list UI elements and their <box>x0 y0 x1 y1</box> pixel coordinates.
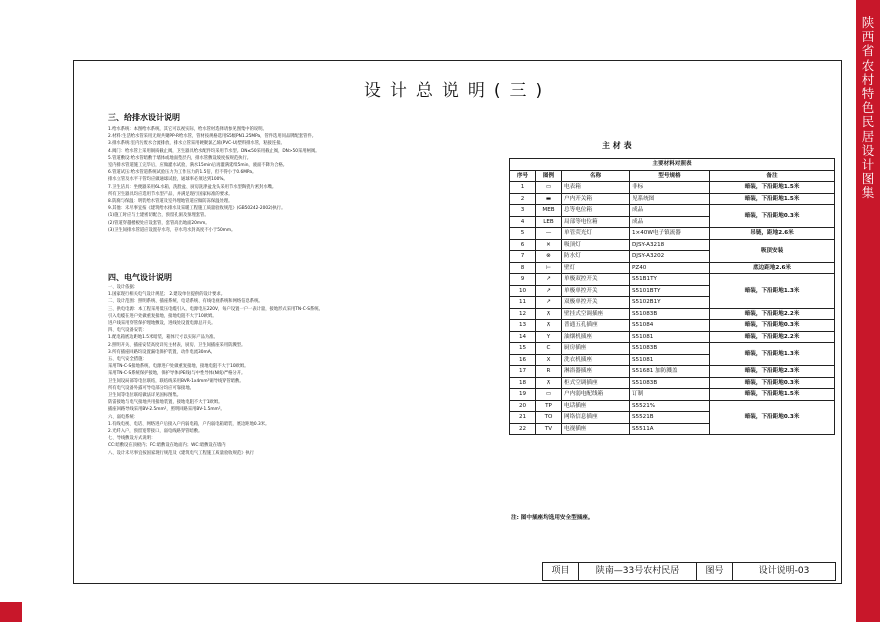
table-row <box>510 308 835 320</box>
table-cell: 暗装，下沿距地2.2米 <box>710 331 835 343</box>
legend-symbol: ⊼ <box>536 308 562 320</box>
table-cell: 4 <box>510 216 536 228</box>
text-line: 1.给水系统：本图给水系统，其它可以视实际，给水管材选择请参见图集中的说明。 <box>108 127 267 132</box>
table-cell: 淋浴器插座 <box>562 366 630 378</box>
table-cell: 暗装，下沿距地0.3米 <box>710 205 835 228</box>
table-cell: 9 <box>510 274 536 286</box>
legend-symbol: ⊗ <box>536 251 562 263</box>
table-cell: 7 <box>510 251 536 263</box>
table-cell: 8 <box>510 262 536 274</box>
table-cell: 电视插座 <box>562 423 630 435</box>
table-cell: 柜式空调插座 <box>562 377 630 389</box>
table-row <box>510 239 835 251</box>
text-line: 采用TN-C-S系统保护接地，保护导体(PE线)与中性导体(N线)严格分开。 <box>108 371 246 377</box>
table-cell: 吊链，距地2.6米 <box>710 228 835 240</box>
table-cell: S51081 <box>630 354 710 366</box>
table-cell: 底边距地2.6米 <box>710 262 835 274</box>
text-line: 四、电气设备安装： <box>108 328 147 334</box>
table-row <box>510 331 835 343</box>
table-cell: 2 <box>510 193 536 205</box>
table-cell: S51083B <box>630 308 710 320</box>
table-row <box>510 274 835 286</box>
table-cell: 洗衣机插座 <box>562 354 630 366</box>
legend-symbol: Y <box>536 331 562 343</box>
table-cell: 局部等电位箱 <box>562 216 630 228</box>
legend-symbol: TO <box>536 412 562 424</box>
legend-symbol: TP <box>536 400 562 412</box>
table-cell: 吸顶灯 <box>562 239 630 251</box>
table-cell: 暗装，下沿距地1.3米 <box>710 343 835 366</box>
text-line: 防雷接地与电气接地共用接地装置，接地电阻不大于1欧姆。 <box>108 400 223 406</box>
column-header: 图例 <box>536 170 562 182</box>
text-line: 5.管道敷设:给水管暗敷于墙体或地面垫层内，排水管敷设坡度按规范执行。 <box>108 155 252 161</box>
legend-symbol: ⊼ <box>536 377 562 389</box>
legend-symbol: C <box>536 343 562 355</box>
legend-symbol: ✕ <box>536 239 562 251</box>
drawing-number: 设计说明-03 <box>758 566 810 576</box>
materials-header-row <box>510 170 835 182</box>
text-line: (2)管道穿越楼板处应设套管，套管高出地面20mm。 <box>108 220 210 226</box>
text-line: 进户线采用穿管保护埋地敷设，进线处设置电源总开关。 <box>108 321 216 327</box>
table-row <box>510 377 835 389</box>
legend-symbol: LEB <box>536 216 562 228</box>
table-cell: 13 <box>510 320 536 332</box>
table-cell: 12 <box>510 308 536 320</box>
table-cell: 暗装，下沿距地1.3米 <box>710 274 835 309</box>
table-cell: S5521B <box>630 412 710 424</box>
table-cell: 非标 <box>630 182 710 194</box>
column-header: 型号规格 <box>630 170 710 182</box>
table-cell: 订制 <box>630 389 710 401</box>
section4-title: 四、电气设计说明 <box>108 273 172 282</box>
table-cell: 暗装，下沿距地0.3米 <box>710 377 835 389</box>
project-name: 陕南—33号农村民居 <box>579 563 697 580</box>
table-cell: 暗装，下沿距地1.5米 <box>710 182 835 194</box>
text-line: 6.管道试压:给水管道系统试验压力为工作压力的1.5倍，但不得小于0.6MPa。 <box>108 170 257 176</box>
legend-symbol: ↗ <box>536 274 562 286</box>
table-cell: 20 <box>510 400 536 412</box>
text-line: 三、供电电源：本工程采用低压电缆引入，电源电压220V，每户设置一户一表计量，接地形式采用TN-C-S系统。 <box>108 306 323 312</box>
table-row <box>510 205 835 217</box>
table-cell: S5521% <box>630 400 710 412</box>
text-line: 所有电气设备外露可导电部分均应可靠接地。 <box>108 385 194 391</box>
project-label: 项目 <box>543 563 579 580</box>
text-line: 室内排水管道施工完毕后，应做灌水试验，满水15min后再灌满延续5min，液面不降为合格。 <box>108 163 288 169</box>
text-line: 采用TN-C-S接地系统，电源进户处做重复接地，接地电阻不大于10欧姆。 <box>108 364 249 370</box>
table-cell: 吸顶安装 <box>710 239 835 262</box>
table-cell: 总等电位箱 <box>562 205 630 217</box>
text-line: 引入电缆在进户处做重复接地，接地电阻不大于10欧姆。 <box>108 313 217 319</box>
table-cell: 双极单控开关 <box>562 297 630 309</box>
materials-note: 注: 图中插座均选用安全型插座。 <box>511 515 594 521</box>
section3-title: 三、给排水设计说明 <box>108 113 180 122</box>
section4-body <box>108 284 498 457</box>
table-cell: 22 <box>510 423 536 435</box>
table-cell: S51681 加防溅盖 <box>630 366 710 378</box>
table-cell: 见系统图 <box>630 193 710 205</box>
legend-symbol: ⊢ <box>536 262 562 274</box>
legend-symbol: X <box>536 354 562 366</box>
table-cell: 暗装，下沿距地0.3米 <box>710 320 835 332</box>
text-line: 3.所有插座回路均设置漏电保护装置，动作电流30mA。 <box>108 349 215 355</box>
text-line: 一、设计依据： <box>108 285 139 290</box>
text-line: 插座回路导线采用BV-2.5mm²，照明回路采用BV-1.5mm²。 <box>108 407 225 413</box>
text-line: 2.光纤入户，预留宽带接口，弱电线路穿管暗敷。 <box>108 429 203 435</box>
table-cell: S51081 <box>630 331 710 343</box>
table-cell: 电表箱 <box>562 182 630 194</box>
table-cell: 19 <box>510 389 536 401</box>
table-cell: 防水灯 <box>562 251 630 263</box>
table-row <box>510 343 835 355</box>
table-cell: 暗装，下沿距地1.5米 <box>710 193 835 205</box>
text-line: 9.其他：未尽事宜按《建筑给水排水及采暖工程施工质量验收规范》(GB50242-2002)执行。 <box>108 206 286 212</box>
table-cell: 17 <box>510 366 536 378</box>
legend-symbol: ↗ <box>536 297 562 309</box>
table-row <box>510 389 835 401</box>
table-cell: 16 <box>510 354 536 366</box>
table-row <box>510 182 835 194</box>
table-cell: 暗装，下沿距地0.3米 <box>710 400 835 435</box>
column-header: 序号 <box>510 170 536 182</box>
table-cell: S5101BTY <box>630 285 710 297</box>
table-cell: 暗装，下沿距地1.5米 <box>710 389 835 401</box>
section3-body <box>108 126 498 234</box>
corner-marker <box>0 602 22 622</box>
title-block <box>542 562 836 581</box>
text-line: 1.有线电视、电话、网络进户后接入户内弱电箱，户内弱电箱暗装，底边距地0.3米。 <box>108 421 270 427</box>
table-cell: PZ40 <box>630 262 710 274</box>
table-cell: 油烟机插座 <box>562 331 630 343</box>
text-line: 3.排水系统:室内污废水合流排放，排水立管采用硬聚氯乙烯(PVC-U)塑料排水管，粘接连接。 <box>108 141 285 147</box>
table-cell: DJSY-A3218 <box>630 239 710 251</box>
table-cell: 户内开关箱 <box>562 193 630 205</box>
table-cell: 14 <box>510 331 536 343</box>
text-line: 七、导线敷设方式说明： <box>108 436 156 442</box>
table-cell: S51083B <box>630 377 710 389</box>
table-cell: 户内弱电配线箱 <box>562 389 630 401</box>
table-cell: 厨房插座 <box>562 343 630 355</box>
table-cell: 电话插座 <box>562 400 630 412</box>
text-line: (1)施工时应与土建密切配合，预留孔洞及预埋套管。 <box>108 213 209 219</box>
text-line: 2.照明开关、插座安装高度详见主材表，厨房、卫生间插座采用防溅型。 <box>108 342 246 348</box>
sidebar-title: 陕西省农村特色民居设计图集 <box>861 15 875 201</box>
table-cell: 5 <box>510 228 536 240</box>
legend-symbol: MEB <box>536 205 562 217</box>
legend-symbol: ▭ <box>536 182 562 194</box>
table-cell: S51B1TY <box>630 274 710 286</box>
table-row <box>510 400 835 412</box>
table-cell: 15 <box>510 343 536 355</box>
text-line: 卫生间设局部等电位联结，联结线采用BVR-1x4mm²铜导线穿管暗敷。 <box>108 378 244 384</box>
table-cell: 单极双控开关 <box>562 274 630 286</box>
table-cell: 1×40W电子镇流器 <box>630 228 710 240</box>
table-cell: 3 <box>510 205 536 217</box>
text-line: CC:暗敷设在顶板内；FC:暗敷设在地面内；WC:暗敷设在墙内 <box>108 443 226 449</box>
legend-symbol: — <box>536 228 562 240</box>
table-cell: DJSY-A3202 <box>630 251 710 263</box>
table-cell: 普通五孔插座 <box>562 320 630 332</box>
text-line: 1.配电箱底边距地1.5米暗装，箱体尺寸以实际产品为准。 <box>108 335 218 341</box>
table-row <box>510 262 835 274</box>
column-header: 名称 <box>562 170 630 182</box>
table-cell: 18 <box>510 377 536 389</box>
text-line: 7.卫生洁具：坐便器采用6L水箱，洗脸盆、厨房洗涤盆龙头采用节水型陶瓷片密封水嘴。 <box>108 184 277 190</box>
column-header: 备注 <box>710 170 835 182</box>
table-cell: 单管荧光灯 <box>562 228 630 240</box>
table-cell: 壁灯 <box>562 262 630 274</box>
text-line: 2.材料:生活给水管采用无规共聚PP-R给水管，管材按规格选用S5级PN1.25MPa，管件选用同品牌配套管件。 <box>108 134 317 140</box>
table-cell: 11 <box>510 297 536 309</box>
text-line: 六、弱电系统： <box>108 414 139 420</box>
text-line: 8.防腐与保温：明装给水管道及室外埋地管道应做防冻保温处理。 <box>108 199 233 205</box>
table-cell: 21 <box>510 412 536 424</box>
text-line: 五、电气安全措施： <box>108 357 147 363</box>
table-cell: S5511A <box>630 423 710 435</box>
table-cell: 暗装，下沿距地2.3米 <box>710 366 835 378</box>
table-row <box>510 320 835 332</box>
legend-symbol: ↗ <box>536 285 562 297</box>
legend-symbol: ⊼ <box>536 320 562 332</box>
table-cell: 暗装，下沿距地2.2米 <box>710 308 835 320</box>
text-line: 所有卫生器具均应选用节水型产品，并满足现行国家标准的要求。 <box>108 191 233 197</box>
legend-symbol: ▭ <box>536 389 562 401</box>
sidebar-band <box>856 0 880 622</box>
table-cell: S51084 <box>630 320 710 332</box>
table-cell: 成品 <box>630 205 710 217</box>
text-line: (3)卫生间排水管道应设置存水弯，存水弯水封高度不小于50mm。 <box>108 227 236 233</box>
table-row <box>510 366 835 378</box>
table-cell: S51083B <box>630 343 710 355</box>
materials-caption: 主要材料对照表 <box>510 159 835 171</box>
text-line: 排水立管及水平干管均应做通球试验，通球率必须达到100%。 <box>108 177 228 183</box>
legend-symbol: ▬ <box>536 193 562 205</box>
table-cell: 6 <box>510 239 536 251</box>
table-cell: S5102B1Y <box>630 297 710 309</box>
text-line: 4.阀门：给水管上采用铜质截止阀，卫生器具给水配件均采用节水型。DN≤50采用截止阀，DN>50采用闸阀。 <box>108 148 320 154</box>
legend-symbol: R <box>536 366 562 378</box>
text-line: 卫生间等电位联结做法详见国标图集。 <box>108 393 182 399</box>
text-line: 1.国家现行相关电气设计规范； 2.建设单位提供的设计要求。 <box>108 292 225 298</box>
table-row <box>510 193 835 205</box>
text-line: 八、设计未尽事宜按国家现行规范及《建筑电气工程施工质量验收规范》执行 <box>108 450 255 456</box>
table-cell: 单极单控开关 <box>562 285 630 297</box>
materials-title: 主 材 表 <box>602 141 632 150</box>
table-row <box>510 228 835 240</box>
table-cell: 网络信息插座 <box>562 412 630 424</box>
table-cell: 1 <box>510 182 536 194</box>
page-title: 设计总说明(三) <box>363 81 552 101</box>
legend-symbol: TV <box>536 423 562 435</box>
materials-table <box>509 158 835 435</box>
text-line: 二、设计范围：照明系统、插座系统、电话系统、有线电视系统和网络信息系统。 <box>108 299 263 305</box>
table-cell: 成品 <box>630 216 710 228</box>
table-cell: 10 <box>510 285 536 297</box>
drawing-number-label: 图号 <box>697 563 733 580</box>
table-cell: 壁挂式空调插座 <box>562 308 630 320</box>
